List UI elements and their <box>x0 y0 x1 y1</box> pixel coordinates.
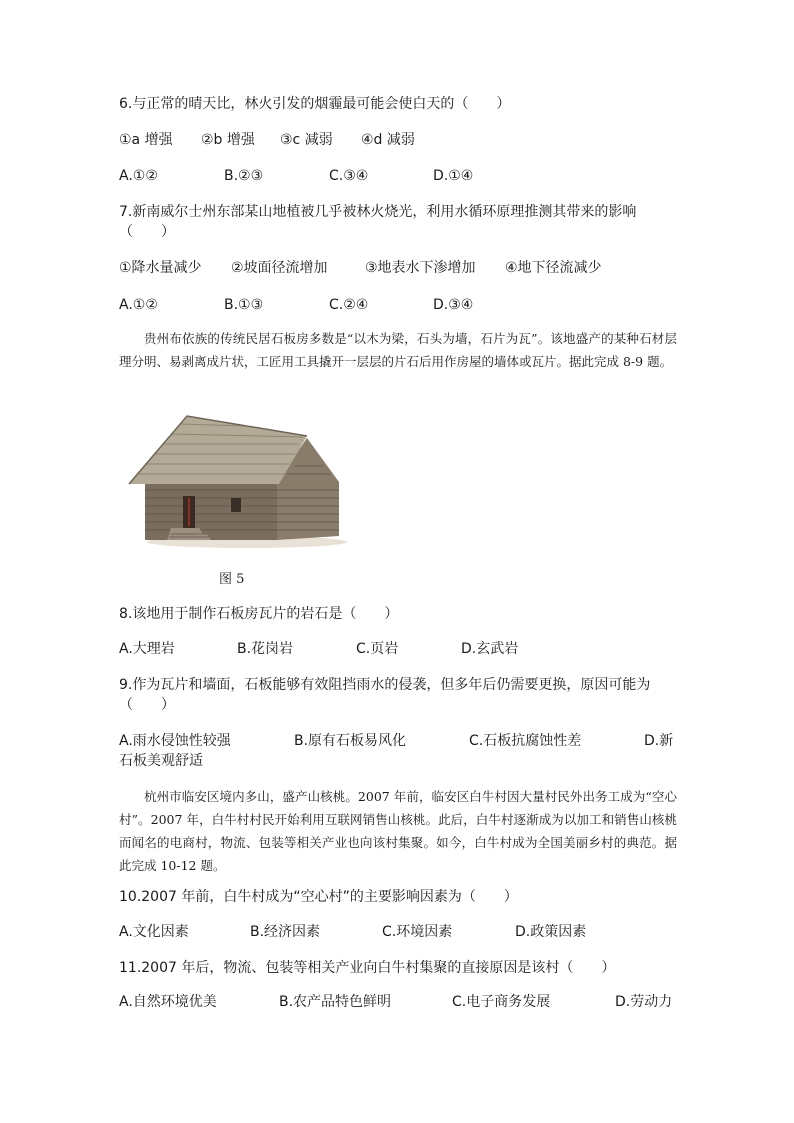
q6-option-b: B.②③ <box>224 168 264 184</box>
q8-option-a: A.大理岩 <box>119 641 175 657</box>
q6-item-1: ①a 增强 <box>119 132 173 148</box>
passage-1-text: 贵州布依族的传统民居石板房多数是“以木为梁，石头为墙，石片为瓦”。该地盛产的某种石材层理分明、易剥离成片状，工匠用工具撬开一层层的片石后用作房屋的墙体或瓦片。据此完成 8-9 题。 <box>119 331 677 369</box>
question-10-options <box>119 922 679 942</box>
q11-option-a: A.自然环境优美 <box>119 994 217 1010</box>
question-6-items <box>119 130 679 150</box>
q6-item-3: ③c 减弱 <box>280 132 333 148</box>
passage-bainiu-village <box>119 785 677 877</box>
question-7-stem: 7.新南威尔士州东部某山地植被几乎被林火烧光，利用水循环原理推测其带来的影响 <box>119 204 637 220</box>
question-6-stem: 6.与正常的晴天比，林火引发的烟霾最可能会使白天的（ ） <box>119 96 511 112</box>
q9-option-b: B.原有石板易风化 <box>294 733 407 749</box>
q6-option-c: C.③④ <box>329 168 369 184</box>
q6-option-d: D.①④ <box>433 168 474 184</box>
q7-option-c: C.②④ <box>329 297 369 313</box>
q6-item-4: ④d 减弱 <box>361 132 415 148</box>
question-11-stem: 11.2007 年后，物流、包装等相关产业向白牛村集聚的直接原因是该村（ ） <box>119 960 616 976</box>
q7-item-3: ③地表水下渗增加 <box>365 260 476 276</box>
q7-item-2: ②坡面径流增加 <box>231 260 328 276</box>
q9-option-d-cont: 石板美观舒适 <box>119 753 203 769</box>
q6-item-2: ②b 增强 <box>201 132 255 148</box>
question-7-items <box>119 258 679 278</box>
passage-2-text: 杭州市临安区境内多山，盛产山核桃。2007 年前，临安区白牛村因大量村民外出务工成为“空心村”。2007 年，白牛村村民开始利用互联网销售山核桃。此后，白牛村逐渐成为以加工和销售山核桃而闻名的电商村，物流、包装等相关产业也向该村集聚。如今，白牛村成为全国美丽乡村的典范。据此完成 10-12 题。 <box>119 789 677 873</box>
q10-option-b: B.经济因素 <box>250 924 321 940</box>
q9-option-d: D.新 <box>644 733 674 749</box>
q7-option-a: A.①② <box>119 297 158 313</box>
question-10-stem: 10.2007 年前，白牛村成为“空心村”的主要影响因素为（ ） <box>119 889 518 905</box>
stone-house-illustration <box>127 410 347 550</box>
question-6-options <box>119 166 679 186</box>
question-9-stem-cont: （ ） <box>119 697 175 713</box>
q8-option-b: B.花岗岩 <box>237 641 294 657</box>
q7-item-4: ④地下径流减少 <box>505 260 602 276</box>
question-9-stem: 9.作为瓦片和墙面，石板能够有效阻挡雨水的侵袭，但多年后仍需要更换，原因可能为 <box>119 677 651 693</box>
q6-option-a: A.①② <box>119 168 158 184</box>
q11-option-c: C.电子商务发展 <box>452 994 551 1010</box>
q10-option-d: D.政策因素 <box>515 924 587 940</box>
question-9-options <box>119 731 679 751</box>
q8-option-c: C.页岩 <box>356 641 399 657</box>
question-7-stem-cont: （ ） <box>119 224 175 240</box>
figure-caption: 图 5 <box>219 572 245 587</box>
q7-option-b: B.①③ <box>224 297 264 313</box>
passage-stone-house <box>119 327 677 373</box>
q7-option-d: D.③④ <box>433 297 474 313</box>
q11-option-d: D.劳动力 <box>615 994 673 1010</box>
q7-item-1: ①降水量减少 <box>119 260 202 276</box>
question-8-stem: 8.该地用于制作石板房瓦片的岩石是（ ） <box>119 606 399 622</box>
question-7-options <box>119 295 679 315</box>
q9-option-a: A.雨水侵蚀性较强 <box>119 733 231 749</box>
question-11-options <box>119 992 679 1012</box>
q10-option-c: C.环境因素 <box>382 924 453 940</box>
q10-option-a: A.文化因素 <box>119 924 189 940</box>
question-8-options <box>119 639 679 659</box>
q11-option-b: B.农产品特色鲜明 <box>279 994 392 1010</box>
q9-option-c: C.石板抗腐蚀性差 <box>469 733 582 749</box>
q8-option-d: D.玄武岩 <box>461 641 519 657</box>
